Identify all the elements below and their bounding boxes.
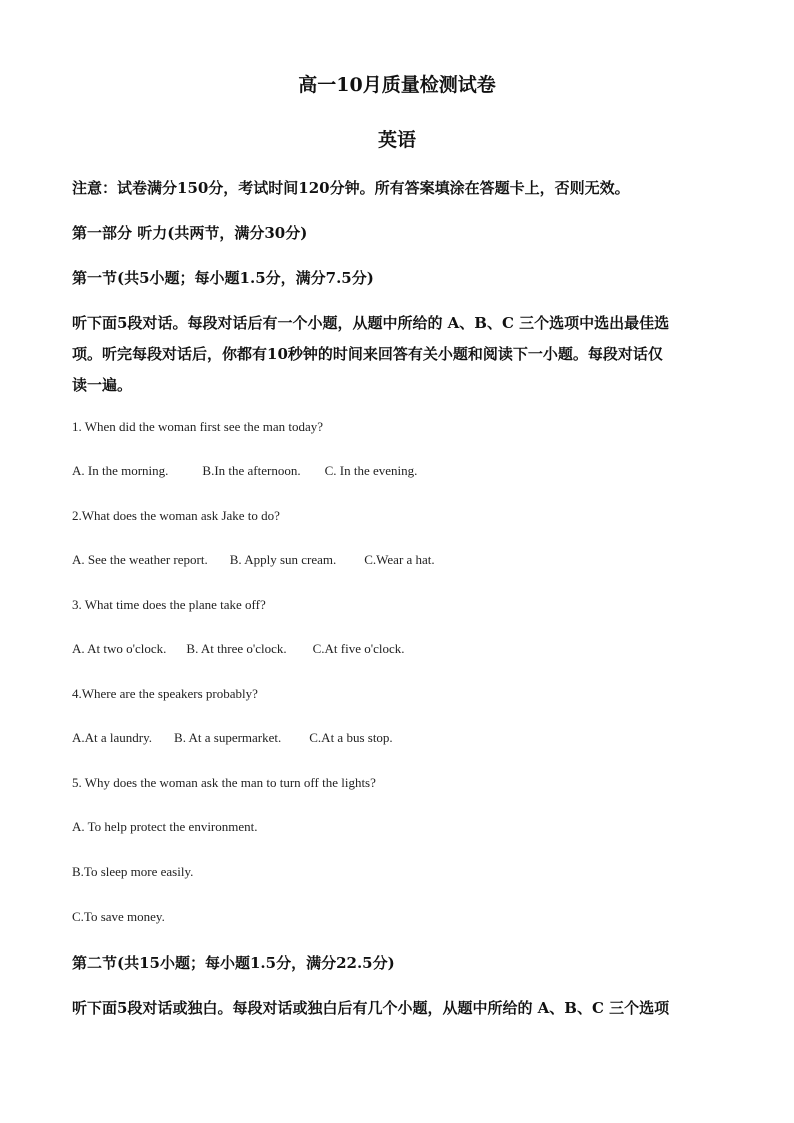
- option-c: C. In the evening.: [324, 463, 418, 478]
- option-a: A. In the morning.: [72, 463, 169, 478]
- question-3-stem: 3. What time does the plane take off?: [72, 597, 266, 612]
- question-1-options: [72, 463, 417, 479]
- question-2-stem: 2.What does the woman ask Jake to do?: [72, 508, 280, 523]
- section2-heading: 第二节(共15小题；每小题1.5分，满分22.5分): [72, 954, 395, 972]
- question-5-stem: 5. Why does the woman ask the man to turn off the lights?: [72, 775, 376, 790]
- option-b: B. At a supermarket.: [174, 730, 282, 745]
- option-c: C.At five o'clock.: [312, 641, 405, 656]
- question-5-option-b: B.To sleep more easily.: [72, 864, 194, 879]
- option-b: B. Apply sun cream.: [229, 552, 337, 567]
- option-c: C.At a bus stop.: [309, 730, 393, 745]
- question-4-options: [72, 730, 393, 746]
- section1-instruction-line-3: 读一遍。: [72, 376, 133, 394]
- question-3-options: [72, 641, 405, 657]
- option-a: A.At a laundry.: [72, 730, 153, 745]
- question-5-option-c: C.To save money.: [72, 909, 165, 924]
- option-a: A. See the weather report.: [72, 552, 208, 567]
- section1-heading: 第一节(共5小题；每小题1.5分，满分7.5分): [72, 269, 374, 287]
- section1-instruction-line-1: 听下面5段对话。每段对话后有一个小题，从题中所给的 A、B、C 三个选项中选出最佳选: [72, 314, 670, 332]
- exam-title: 高一10月质量检测试卷: [298, 74, 496, 96]
- subject-title: 英语: [377, 129, 416, 151]
- option-b: B. At three o'clock.: [186, 641, 287, 656]
- part1-heading: 第一部分 听力(共两节，满分30分): [72, 224, 308, 242]
- option-b: B.In the afternoon.: [202, 463, 301, 478]
- section2-instruction-line-1: 听下面5段对话或独白。每段对话或独白后有几个小题，从题中所给的 A、B、C 三个选项: [72, 999, 670, 1017]
- exam-notice: 注意：试卷满分150分，考试时间120分钟。所有答案填涂在答题卡上，否则无效。: [72, 179, 630, 197]
- question-4-stem: 4.Where are the speakers probably?: [72, 686, 258, 701]
- question-1-stem: 1. When did the woman first see the man today?: [72, 419, 324, 434]
- option-c: C.Wear a hat.: [364, 552, 435, 567]
- question-2-options: [72, 552, 435, 568]
- option-a: A. At two o'clock.: [72, 641, 167, 656]
- question-5-option-a: A. To help protect the environment.: [72, 819, 258, 834]
- section1-instruction-line-2: 项。听完每段对话后，你都有10秒钟的时间来回答有关小题和阅读下一小题。每段对话仅: [72, 345, 663, 363]
